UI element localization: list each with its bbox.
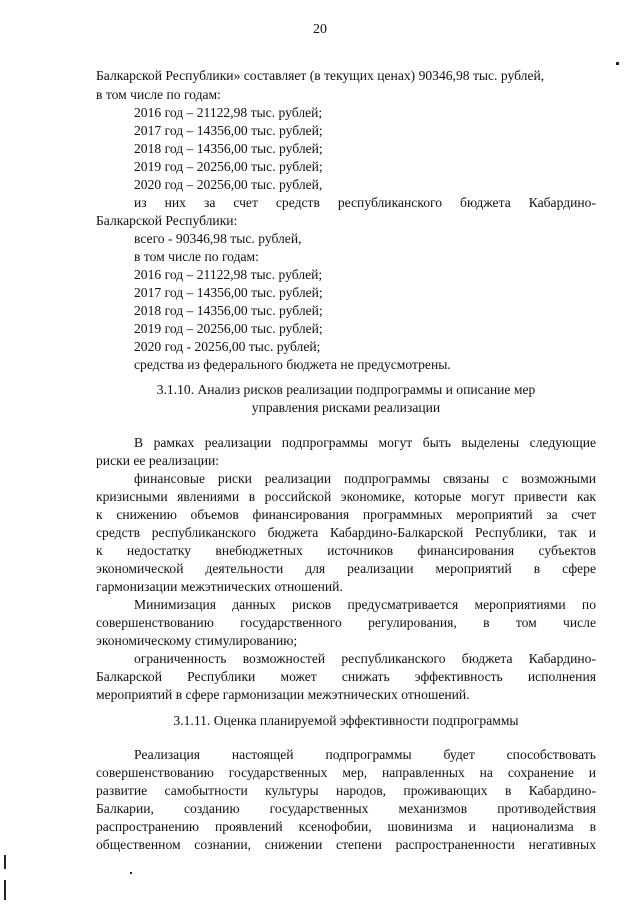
text-line: ограниченность возможностей республиканского бюджета Кабардино- xyxy=(134,651,596,666)
text-line: 2018 год – 14356,00 тыс. рублей; xyxy=(134,303,323,318)
text-line: 2017 год – 14356,00 тыс. рублей; xyxy=(134,123,323,138)
text-line: риски ее реализации: xyxy=(96,453,220,468)
scan-mark xyxy=(616,62,619,65)
text-line: Минимизация данных рисков предусматривается мероприятиями по xyxy=(134,597,596,612)
text-line: гармонизации межэтнических отношений. xyxy=(96,579,343,594)
text-line: кризисными явлениями в российской экономике, которые могут привести как xyxy=(96,489,596,504)
text-line: В рамках реализации подпрограммы могут быть выделены следующие xyxy=(134,435,596,450)
text-line: Балкарской Республики» составляет (в текущих ценах) 90346,98 тыс. рублей, xyxy=(96,68,545,83)
text-line: Реализация настоящей подпрограммы будет способствовать xyxy=(134,747,596,762)
text-line: мероприятий в сфере гармонизации межэтнических отношений. xyxy=(96,687,470,702)
text-line: общественном сознании, снижении степени распространенности негативных xyxy=(96,837,596,852)
text-line: Балкарской Республики: xyxy=(96,213,238,228)
text-line: из них за счет средств республиканского бюджета Кабардино- xyxy=(134,195,596,210)
text-line: распространению проявлений ксенофобии, шовинизма и национализма в xyxy=(96,819,596,834)
text-line: Балкарской Республики может снижать эффективность исполнения xyxy=(96,669,596,684)
text-line: к недостатку внебюджетных источников финансирования субъектов xyxy=(96,543,596,558)
text-line: 2017 год – 14356,00 тыс. рублей; xyxy=(134,285,323,300)
section-heading: 3.1.11. Оценка планируемой эффективности подпрограммы xyxy=(173,713,519,728)
scan-mark xyxy=(4,855,6,869)
text-line: 2018 год – 14356,00 тыс. рублей; xyxy=(134,141,323,156)
text-line: в том числе по годам: xyxy=(134,249,259,264)
text-line: 2019 год – 20256,00 тыс. рублей; xyxy=(134,159,323,174)
text-line: 2020 год – 20256,00 тыс. рублей, xyxy=(134,177,323,192)
text-line: финансовые риски реализации подпрограммы связаны с возможными xyxy=(134,471,596,486)
text-line: 2020 год - 20256,00 тыс. рублей; xyxy=(134,339,321,354)
scan-mark xyxy=(4,880,6,900)
text-line: к снижению объемов финансирования программных мероприятий за счет xyxy=(96,507,596,522)
text-line: средств республиканского бюджета Кабардино-Балкарской Республики, так и xyxy=(96,525,596,540)
text-line: средства из федерального бюджета не предусмотрены. xyxy=(134,357,451,372)
text-line: 2019 год – 20256,00 тыс. рублей; xyxy=(134,321,323,336)
text-line: развитие самобытности культуры народов, проживающих в Кабардино- xyxy=(96,783,596,798)
text-line: Балкарии, созданию государственных механизмов противодействия xyxy=(96,801,596,816)
text-line: 2016 год – 21122,98 тыс. рублей; xyxy=(134,105,323,120)
text-line: в том числе по годам: xyxy=(96,87,221,102)
text-line: экономическому стимулированию; xyxy=(96,633,298,648)
text-line: совершенствованию государственного регулирования, в том числе xyxy=(96,615,596,630)
text-line: совершенствованию государственных мер, направленных на сохранение и xyxy=(96,765,596,780)
page-number: 20 xyxy=(313,22,327,37)
text-line: 2016 год – 21122,98 тыс. рублей; xyxy=(134,267,323,282)
text-line: экономической деятельности для реализации мероприятий в сфере xyxy=(96,561,596,576)
text-line: всего - 90346,98 тыс. рублей, xyxy=(134,231,302,246)
section-heading: управления рисками реализации xyxy=(251,400,441,415)
section-heading: 3.1.10. Анализ рисков реализации подпрограммы и описание мер xyxy=(156,382,536,397)
scan-mark xyxy=(130,872,132,874)
